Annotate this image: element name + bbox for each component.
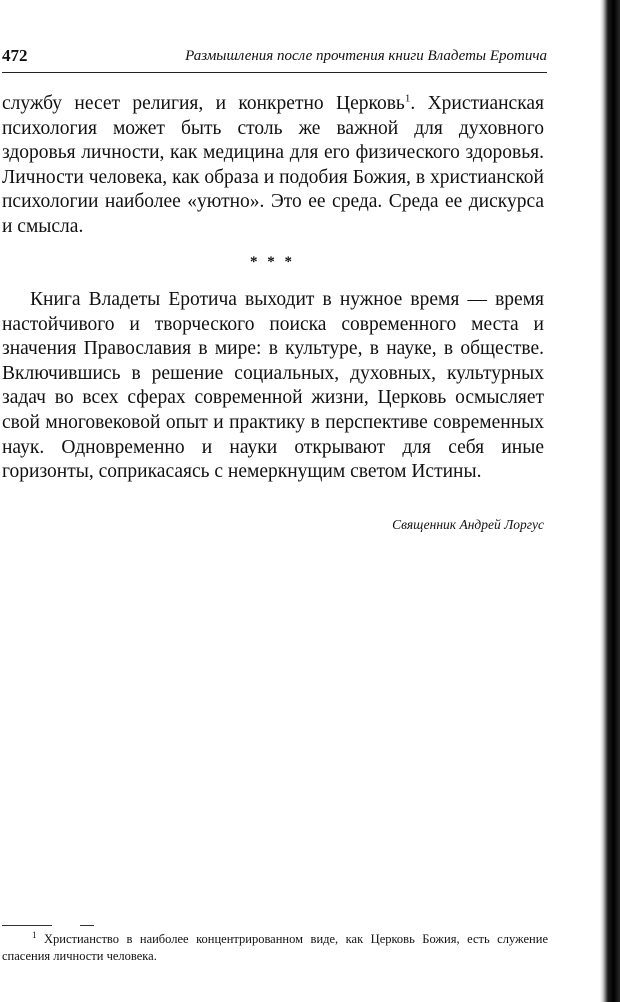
footnote-reference: 1	[404, 92, 411, 105]
running-header-title: Размышления после прочтения книги Владеты Еротича	[185, 48, 547, 64]
paragraph-1-text-start: службу несет религия, и конкретно Церковь	[2, 93, 405, 114]
footnote-rule	[2, 925, 52, 926]
author-signature: Священник Андрей Лоргус	[392, 517, 544, 532]
binding-edge-shadow	[600, 0, 620, 1002]
running-header	[2, 46, 547, 73]
paragraph-2: Книга Владеты Еротича выходит в нужное время — время настойчивого и творческого поиска современного места и значения Православия в мире: в культуре, в науке, в обществе. Включившись в решение социальных, духовных, культурных задач во всех сферах современной жизни, Церковь осмысляет свой многовековой опыт и практику в перспективе современных наук. Одновременно и науки открывают для себя иные горизонты, соприкасаясь с немеркнущим светом Истины.	[2, 289, 544, 483]
section-separator: * * *	[250, 254, 295, 270]
footnote-text: Христианство в наиболее концентрированном виде, как Церковь Божия, есть служение спасения личности человека.	[2, 932, 548, 963]
paragraph-1-text-end: . Христианская психология может быть столь же важной для духовного здоровья личности, как медицина для его физического здоровья. Личности человека, как образа и подобия Божия, в христианской психологии наиболее «уютно». Это ее среда. Среда ее дискурса и смысла.	[2, 93, 544, 237]
footnote	[2, 931, 548, 965]
footnote-rule-fragment	[80, 925, 94, 926]
footnote-mark: 1	[32, 929, 37, 940]
paragraph-1	[2, 92, 544, 240]
page-number: 472	[2, 46, 28, 65]
